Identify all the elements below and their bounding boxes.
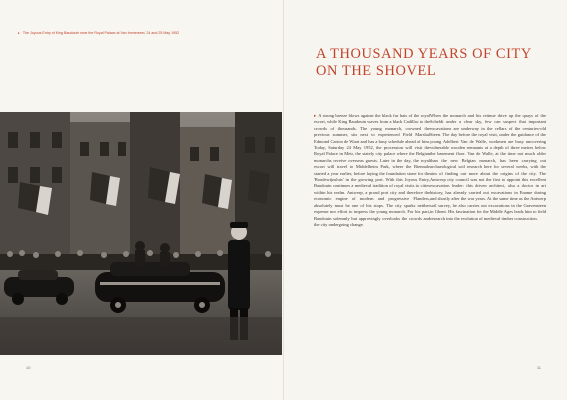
column-2-text: When the monarch and his retinue drive up the quays of the Scheldt under a clear sky, few can suspect that important excavations are underway in the cellars of the centuries-old Steen. The day before the royal visit, under the guidance of the young Adelbert Van de Walle, workmen are busy uncovering vulnerable wooden remnants at a depth of three metres below the basement floor. Van de Walle, at the time not much older than the new Belgian monarch, has been carrying out archaeological soil research here for several weeks, with the aim of finding out more about the origins of the city. The Antwerp city council was not the first to appoint this excellent excavation leader: this driven architect, also a doctor in art history, has already carried out excavations in Ename during and shortly after the war years. At the same time as the Antwerp soil survey, he also carries out excavations in the Gravensteen in Ghent. His fascination for the Middle Ages leads him to field research into the evolution of medieval timber construction. [430, 113, 546, 221]
right-page [284, 0, 567, 400]
title-line-1: A THOUSAND YEARS OF CITY [316, 46, 532, 62]
text-column-1 [314, 113, 430, 228]
chapter-title [316, 46, 556, 80]
page-number-right: 11 [536, 365, 541, 370]
triangle-bullet-icon: ▸ [314, 113, 317, 118]
photo-illustration [0, 112, 282, 355]
caption-text: The Joyous Entry of King Baudouin near the Royal Palace at Van Immerseel, 24 and 25 May 1952 [22, 31, 180, 35]
photo-caption [18, 31, 268, 36]
text-column-2 [430, 113, 546, 222]
column-1-text: A strong breeze blows against the black fur hats of the royal escort, while King Baudouin waves from a black Cadillac to the crowds of thousands. The young monarch, crowned the previous summer, sits next to experienced Field Marshal Edmond Carton de Wiart and has a busy schedule ahead of him. Today, Saturday 24 May 1952, the procession will visit the Royal Palace in Meir, the stately city palace where the Belgian monarchs receive overseas guests. Later in the day, the royal escort will travel to Middelheim Park, where the Biennale started a year earlier, before laying the foundation stone for the 'Boudewijnsluis' in the growing port. With this Joyous Entry, Baudouin continues a medieval tradition of royal visits to cities within his realm. Antwerp, a proud port city and therefore the economic engine of modern and progressive Flanders, absolutely must be one of his stops. The city sparks neither expense nor effort to impress the young monarch. For his part, Baudouin solemnly but approvingly overlooks the crowds and the city undergoing change. [314, 113, 430, 227]
historic-photo [0, 112, 282, 355]
triangle-bullet-icon: ▸ [18, 31, 20, 35]
page-number-left: 10 [26, 365, 31, 370]
title-line-2: ON THE SHOVEL [316, 63, 437, 79]
left-page [0, 0, 283, 400]
